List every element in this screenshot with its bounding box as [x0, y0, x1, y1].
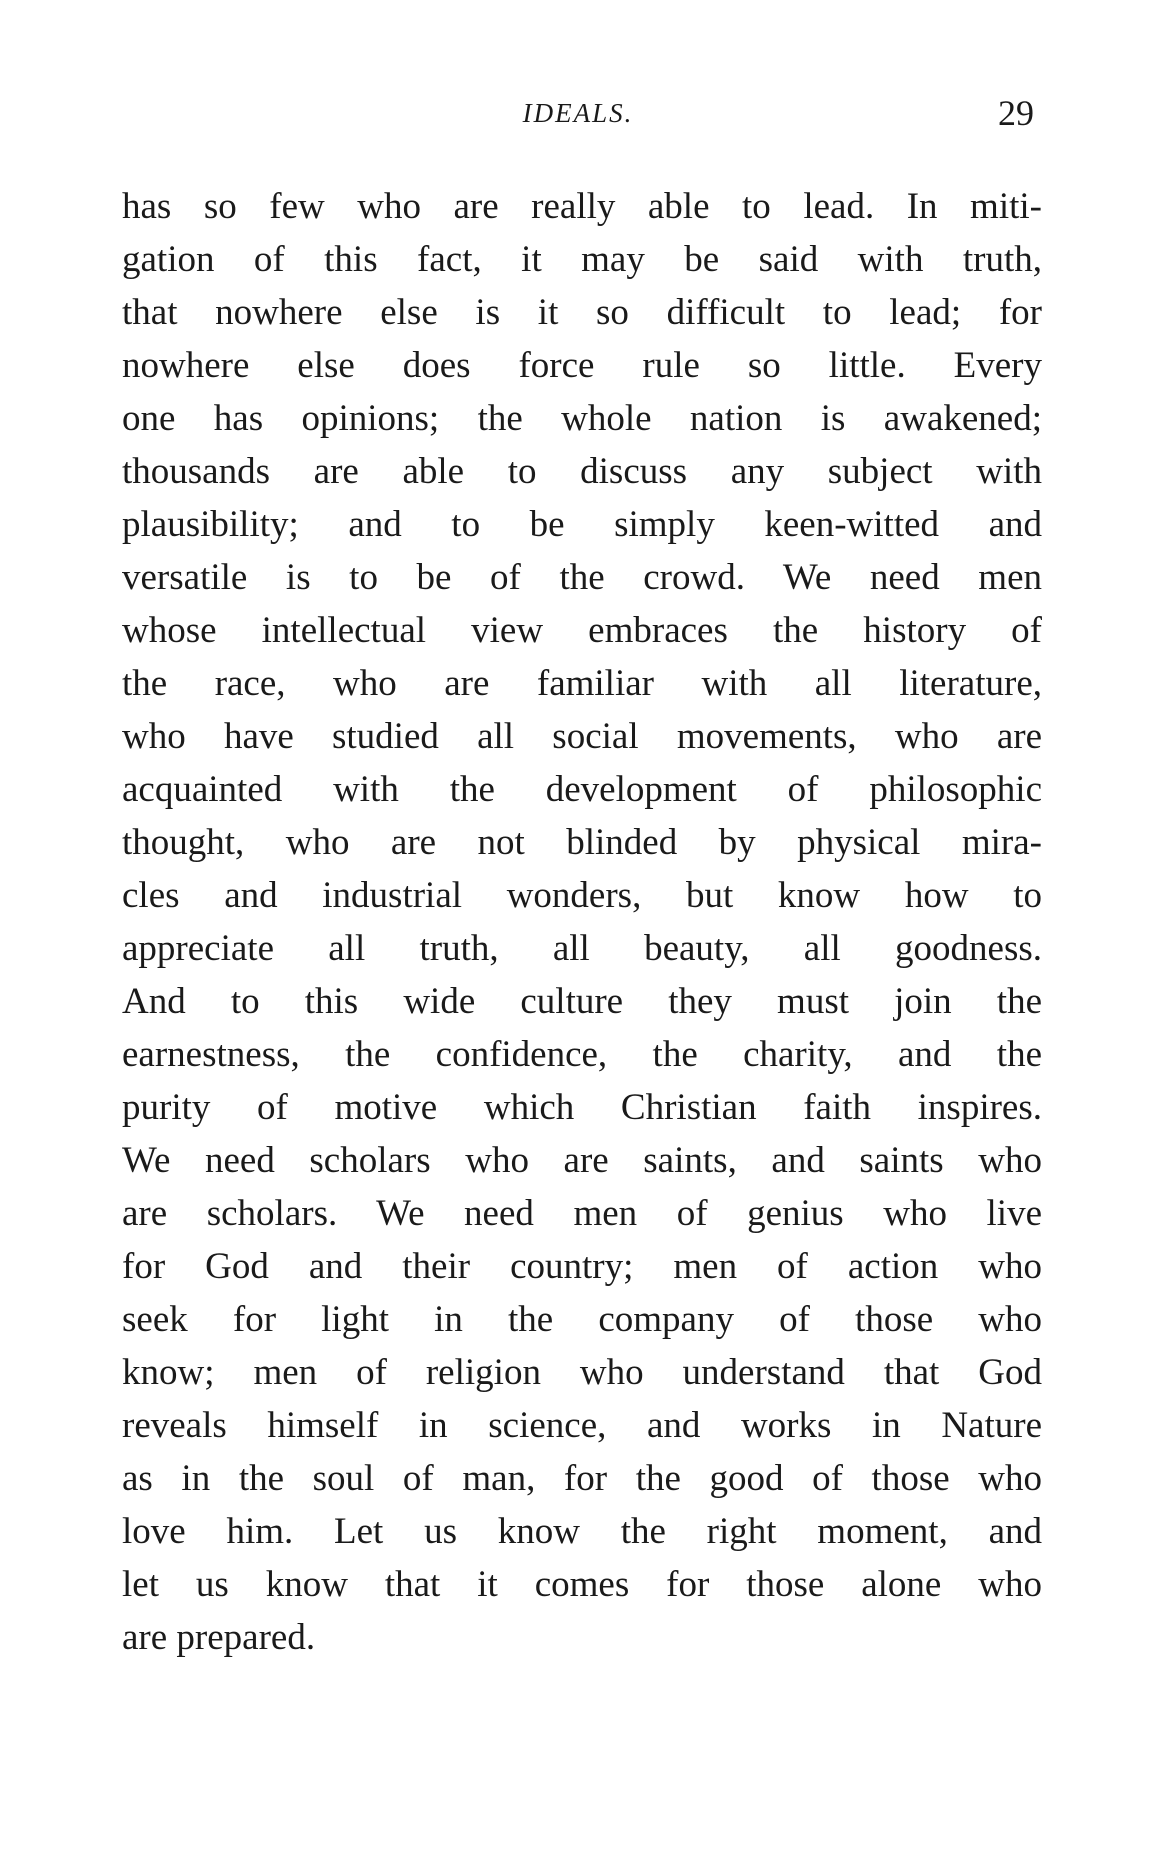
text-line: nowhere else does force rule so little. Every — [122, 345, 1042, 386]
text-line: that nowhere else is it so difficult to lead; for — [122, 292, 1042, 333]
text-line: And to this wide culture they must join the — [122, 981, 1042, 1022]
running-title: IDEALS. — [522, 98, 634, 128]
text-line: thought, who are not blinded by physical mira- — [122, 822, 1042, 863]
text-line: seek for light in the company of those who — [122, 1299, 1042, 1340]
text-line: for God and their country; men of action who — [122, 1246, 1042, 1287]
text-line: earnestness, the confidence, the charity, and the — [122, 1034, 1042, 1075]
running-head — [122, 93, 1034, 142]
text-line: reveals himself in science, and works in Nature — [122, 1405, 1042, 1446]
text-line: are prepared. — [122, 1617, 316, 1658]
text-line: thousands are able to discuss any subject with — [122, 451, 1042, 492]
text-line: who have studied all social movements, who are — [122, 716, 1042, 757]
text-line: plausibility; and to be simply keen-witted and — [122, 504, 1042, 545]
page-number: 29 — [998, 93, 1034, 133]
text-line: versatile is to be of the crowd. We need men — [122, 557, 1042, 598]
text-line: are scholars. We need men of genius who live — [122, 1193, 1042, 1234]
text-line: has so few who are really able to lead. In miti- — [122, 186, 1042, 227]
text-line: gation of this fact, it may be said with truth, — [122, 239, 1042, 280]
text-line: love him. Let us know the right moment, and — [122, 1511, 1042, 1552]
body-paragraph — [122, 180, 1042, 1664]
text-line: acquainted with the development of philosophic — [122, 769, 1042, 810]
text-line: whose intellectual view embraces the history of — [122, 610, 1042, 651]
text-line: the race, who are familiar with all literature, — [122, 663, 1042, 704]
text-line: appreciate all truth, all beauty, all goodness. — [122, 928, 1042, 969]
text-line: know; men of religion who understand that God — [122, 1352, 1042, 1393]
text-line: as in the soul of man, for the good of those who — [122, 1458, 1042, 1499]
text-line: one has opinions; the whole nation is awakened; — [122, 398, 1042, 439]
text-line: We need scholars who are saints, and saints who — [122, 1140, 1042, 1181]
text-line: cles and industrial wonders, but know how to — [122, 875, 1042, 916]
text-line: let us know that it comes for those alone who — [122, 1564, 1042, 1605]
text-line: purity of motive which Christian faith inspires. — [122, 1087, 1042, 1128]
